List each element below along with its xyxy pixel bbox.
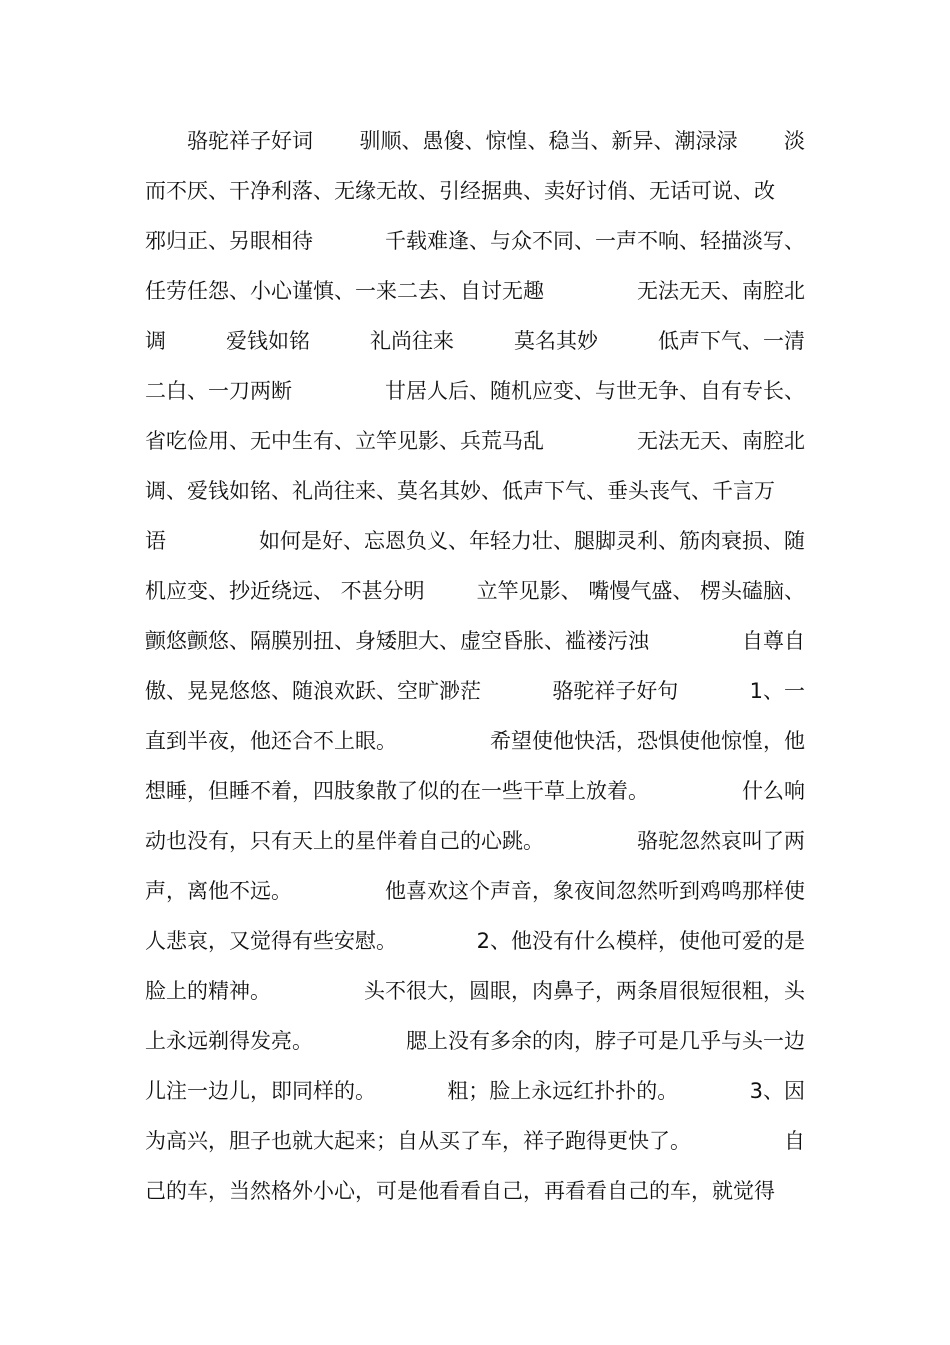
text-line (145, 266, 805, 316)
text-line (145, 366, 805, 416)
text-segment: 想睡，但睡不着，四肢象散了似的在一些干草上放着。 (145, 779, 649, 803)
text-line (145, 566, 805, 616)
text-segment: 骆驼祥子好词 (145, 129, 313, 153)
text-segment: 他喜欢这个声音，象夜间忽然听到鸡鸣那样使 (385, 879, 805, 903)
text-segment: 上永远剃得发亮。 (145, 1029, 313, 1053)
text-segment: 礼尚往来 (370, 329, 454, 353)
text-segment: 而不厌、干净利落、无缘无故、引经据典、卖好讨俏、无话可说、改 (145, 179, 775, 203)
text-segment: 3、因 (749, 1079, 805, 1103)
text-segment: 己的车，当然格外小心，可是他看看自己，再看看自己的车，就觉得 (145, 1179, 775, 1203)
text-segment: 调、爱钱如铭、礼尚往来、莫名其妙、低声下气、垂头丧气、千言万 (145, 479, 775, 503)
text-segment: 任劳任怨、小心谨慎、一来二去、自讨无趣 (145, 279, 544, 303)
text-segment: 爱钱如铭 (226, 329, 310, 353)
text-segment: 骆驼忽然哀叫了两 (637, 829, 805, 853)
text-line (145, 416, 805, 466)
text-segment: 粗；脸上永远红扑扑的。 (447, 1079, 679, 1103)
text-segment: 语 (145, 529, 166, 553)
text-segment: 自 (784, 1129, 805, 1153)
text-line (145, 1066, 805, 1116)
text-segment: 人悲哀，又觉得有些安慰。 (145, 929, 397, 953)
text-segment: 无法无天、南腔北 (637, 429, 805, 453)
text-segment: 希望使他快活，恐惧使他惊惶，他 (490, 729, 805, 753)
text-segment: 邪归正、另眼相待 (145, 229, 313, 253)
text-line (145, 466, 805, 516)
text-segment: 2、他没有什么模样，使他可爱的是 (476, 929, 805, 953)
text-segment: 自尊自 (742, 629, 805, 653)
text-line (145, 766, 805, 816)
text-segment: 骆驼祥子好句 (552, 679, 679, 703)
text-line (145, 966, 805, 1016)
text-segment: 立竿见影、 嘴慢气盛、 楞头磕脑、 (476, 579, 805, 603)
text-segment: 颤悠颤悠、隔膜别扭、身矮胆大、虚空昏胀、褴褛污浊 (145, 629, 649, 653)
text-segment: 低声下气、一清 (658, 329, 805, 353)
text-line (145, 666, 805, 716)
text-segment: 腮上没有多余的肉，脖子可是几乎与头一边 (406, 1029, 805, 1053)
text-line (145, 616, 805, 666)
text-segment: 什么响 (742, 779, 805, 803)
text-segment: 儿注一边儿，即同样的。 (145, 1079, 376, 1103)
text-line (145, 916, 805, 966)
text-line (145, 316, 805, 366)
text-line (145, 116, 805, 166)
text-segment: 莫名其妙 (514, 329, 598, 353)
text-line (145, 1016, 805, 1066)
text-line (145, 166, 805, 216)
text-segment: 直到半夜，他还合不上眼。 (145, 729, 397, 753)
text-line (145, 716, 805, 766)
text-segment: 驯顺、愚傻、惊惶、稳当、新异、潮渌渌 (359, 129, 738, 153)
text-segment: 甘居人后、随机应变、与世无争、自有专长、 (385, 379, 805, 403)
text-segment: 头不很大，圆眼，肉鼻子，两条眉很短很粗，头 (364, 979, 805, 1003)
body-text (145, 116, 805, 1216)
text-segment: 淡 (784, 129, 805, 153)
text-line (145, 1116, 805, 1166)
text-line (145, 1166, 805, 1216)
text-segment: 为高兴，胆子也就大起来；自从买了车，祥子跑得更快了。 (145, 1129, 691, 1153)
text-segment: 省吃俭用、无中生有、立竿见影、兵荒马乱 (145, 429, 544, 453)
text-line (145, 516, 805, 566)
text-segment: 无法无天、南腔北 (637, 279, 805, 303)
text-segment: 如何是好、忘恩负义、年轻力壮、腿脚灵利、筋肉衰损、随 (259, 529, 805, 553)
text-segment: 傲、晃晃悠悠、随浪欢跃、空旷渺茫 (145, 679, 481, 703)
text-line (145, 216, 805, 266)
text-segment: 二白、一刀两断 (145, 379, 292, 403)
text-segment: 调 (145, 329, 166, 353)
text-segment: 声，离他不远。 (145, 879, 292, 903)
text-segment: 1、一 (749, 679, 805, 703)
text-segment: 千载难逢、与众不同、一声不响、轻描淡写、 (385, 229, 805, 253)
text-segment: 机应变、抄近绕远、 不甚分明 (145, 579, 425, 603)
text-segment: 脸上的精神。 (145, 979, 271, 1003)
text-segment: 动也没有，只有天上的星伴着自己的心跳。 (145, 829, 544, 853)
text-line (145, 816, 805, 866)
text-line (145, 866, 805, 916)
